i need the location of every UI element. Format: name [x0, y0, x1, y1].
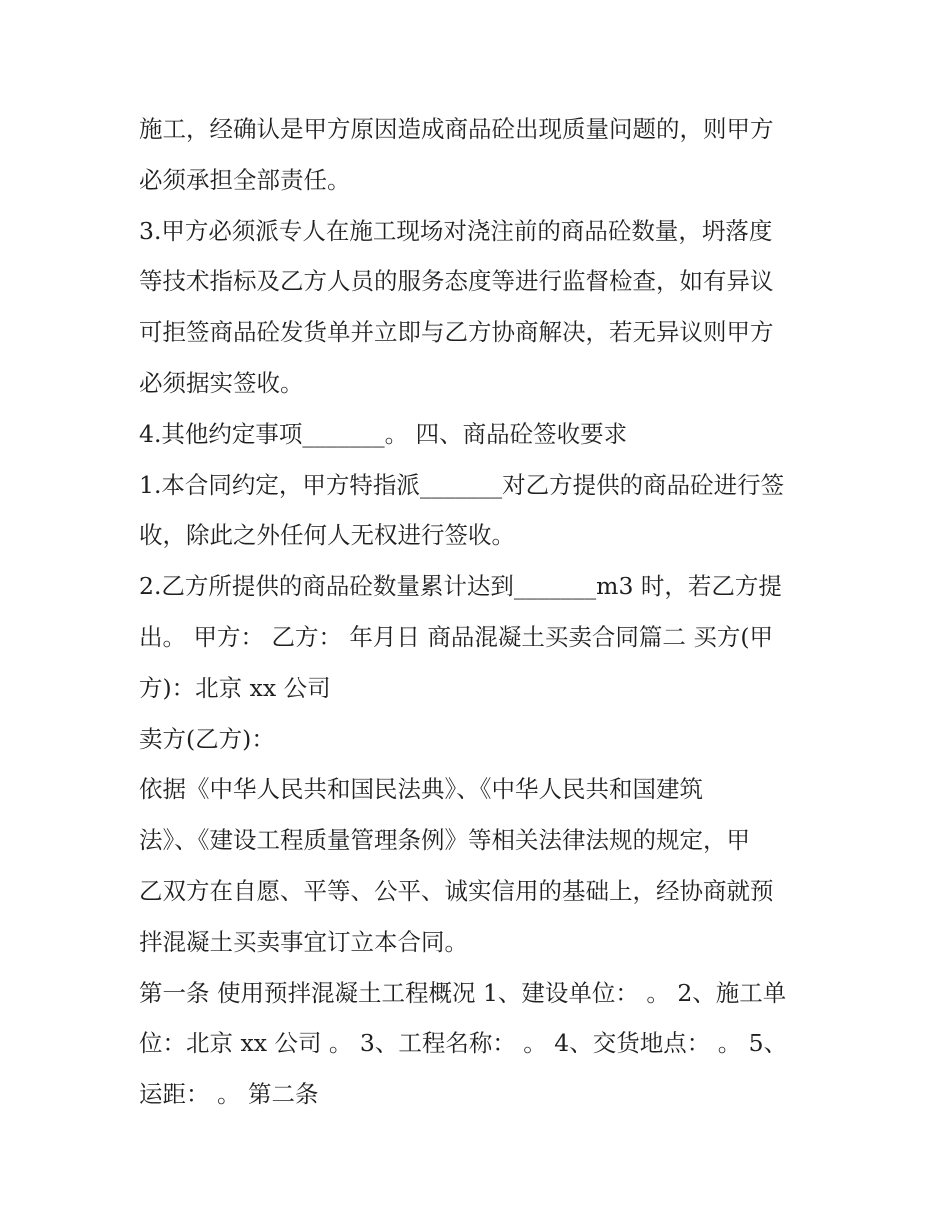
- text-line: 位：北京 xx 公司 。 3、工程名称： 。 4、交货地点： 。 5、: [139, 1029, 788, 1058]
- text-line: 可拒签商品砼发货单并立即与乙方协商解决，若无异议则甲方: [139, 318, 774, 347]
- text-line: 必须据实签收。: [139, 368, 304, 397]
- text-line: 出。 甲方： 乙方： 年月日 商品混凝土买卖合同篇二 买方(甲: [139, 622, 774, 651]
- text-line: 法》、《建设工程质量管理条例》等相关法律法规的规定，甲: [139, 826, 750, 855]
- text-line: 4.其他约定事项_______。 四、商品砼签收要求: [139, 419, 628, 448]
- text-line: 2.乙方所提供的商品砼数量累计达到_______m3 时，若乙方提: [139, 572, 782, 601]
- text-line: 施工，经确认是甲方原因造成商品砼出现质量问题的，则甲方: [139, 115, 774, 143]
- text-line: 卖方(乙方)：: [139, 724, 275, 753]
- text-line: 收，除此之外任何人无权进行签收。: [139, 521, 515, 550]
- text-line: 3.甲方必须派专人在施工现场对浇注前的商品砼数量，坍落度: [139, 216, 773, 245]
- text-line: 拌混凝土买卖事宜订立本合同。: [139, 927, 468, 956]
- text-line: 等技术指标及乙方人员的服务态度等进行监督检查，如有异议: [139, 267, 774, 296]
- text-line: 运距： 。 第二条: [139, 1080, 319, 1109]
- text-line: 必须承担全部责任。: [139, 165, 351, 194]
- text-line: 第一条 使用预拌混凝土工程概况 1、建设单位： 。 2、施工单: [139, 978, 787, 1007]
- text-line: 方)：北京 xx 公司: [139, 673, 331, 702]
- text-line: 1.本合同约定，甲方特指派_______对乙方提供的商品砼进行签: [139, 470, 785, 499]
- text-line: 乙双方在自愿、平等、公平、诚实信用的基础上，经协商就预: [139, 876, 774, 905]
- text-line: 依据《中华人民共和国民法典》、《中华人民共和国建筑: [139, 775, 703, 804]
- document-body: [139, 104, 819, 1120]
